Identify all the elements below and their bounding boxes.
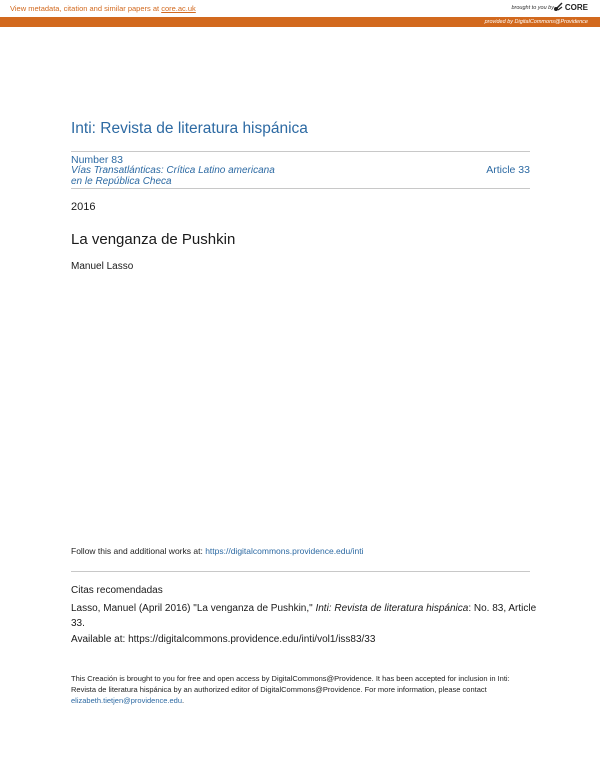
contact-email-link[interactable]: elizabeth.tietjen@providence.edu [71, 696, 183, 705]
metadata-link[interactable] [10, 4, 196, 13]
core-provided-bar [0, 17, 600, 27]
issue-title-line2: en le República Checa [71, 176, 172, 187]
core-ac-uk-link[interactable]: core.ac.uk [161, 4, 196, 13]
footer-text: This Creación is brought to you for free and open access by DigitalCommons@Providence. It has been accepted for inclusion in Inti: Revista de literatura hispánica by an authorized editor of DigitalCommons@Providence. For more information, please contact [71, 674, 510, 694]
author-name: Manuel Lasso [71, 261, 134, 272]
follow-link[interactable]: https://digitalcommons.providence.edu/inti [205, 546, 364, 556]
footer-notice [71, 673, 531, 706]
issue-title[interactable] [71, 165, 311, 187]
article-title: La venganza de Pushkin [71, 231, 236, 248]
core-header [0, 0, 600, 17]
citas-heading: Citas recomendadas [71, 585, 163, 596]
publication-year: 2016 [71, 201, 96, 213]
brought-to-you-text: brought to you by [511, 5, 554, 11]
citation-text [71, 601, 541, 631]
divider-citas [71, 571, 530, 572]
provided-by-text[interactable]: provided by DigitalCommons@Providence [484, 18, 588, 25]
available-at: Available at: https://digitalcommons.providence.edu/inti/vol1/iss83/33 [71, 634, 376, 645]
issue-title-line1: Vías Transatlánticas: Crítica Latino americana [71, 165, 275, 176]
divider-bottom [71, 188, 530, 189]
journal-title[interactable]: Inti: Revista de literatura hispánica [71, 120, 308, 137]
citation-journal: Inti: Revista de literatura hispánica [315, 603, 469, 614]
follow-text [71, 546, 363, 556]
citation-end: : No. 83, Article 33. [71, 603, 537, 629]
footer-end: . [182, 696, 185, 705]
core-logo-label: CORE [564, 2, 588, 12]
follow-label: Follow this and additional works at: [71, 546, 206, 556]
issue-info [71, 154, 530, 188]
article-number[interactable]: Article 33 [486, 164, 530, 176]
core-logo-icon [553, 2, 563, 12]
divider-top [71, 151, 530, 152]
core-logo[interactable] [553, 2, 588, 12]
issue-number[interactable]: Number 83 [71, 154, 123, 166]
metadata-text: View metadata, citation and similar papers at [10, 4, 162, 13]
citation-start: Lasso, Manuel (April 2016) "La venganza de Pushkin," [71, 603, 316, 614]
